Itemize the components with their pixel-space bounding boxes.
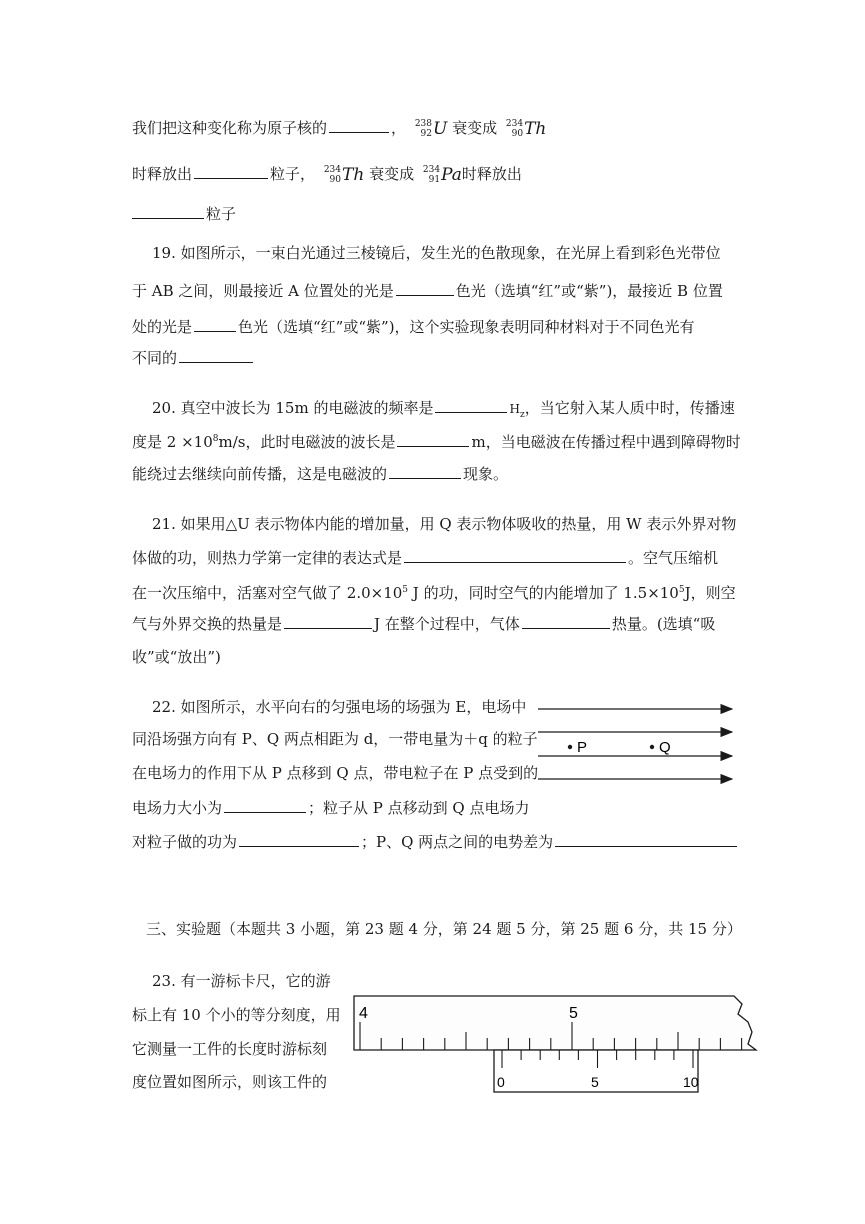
main-scale-label-4: 4 — [359, 1005, 368, 1022]
q20-line-1: 20. 真空中波长为 15m 的电磁波的频率是 $H_z$，当它射入某人质中时，传播速 — [152, 396, 735, 426]
answer-blank[interactable] — [396, 279, 454, 296]
q18-text: 时释放出 — [132, 165, 193, 183]
answer-blank[interactable] — [224, 796, 306, 813]
q20-line-2: 度是 $2 \times 10^8m/s$，此时电磁波的波长是 m，当电磁波在传播过程中遇到障碍物时 — [132, 428, 741, 453]
q21-line-5: 收”或“放出”) — [132, 648, 221, 666]
q22-line-2: 同沿场强方向有 P、Q 两点相距为 d，一带电量为＋q 的粒子 — [132, 730, 538, 748]
q22-line-5: 对粒子做的功为 ；P、Q 两点之间的电势差为 — [132, 830, 739, 853]
q18-line-1 — [132, 116, 546, 140]
answer-blank[interactable] — [239, 830, 359, 847]
q18-line-3 — [132, 202, 236, 225]
q21-line-2: 体做的功，则热力学第一定律的表达式是 。空气压缩机 — [132, 546, 718, 569]
q18-text: 衰变成 — [452, 119, 498, 137]
answer-blank[interactable] — [397, 430, 469, 447]
answer-blank[interactable] — [389, 462, 461, 479]
q20-line-3: 能绕过去继续向前传播，这是电磁波的 现象。 — [132, 462, 508, 485]
answer-blank[interactable] — [132, 202, 204, 219]
q23-line-3: 它测量一工件的长度时游标刻 — [132, 1040, 328, 1058]
answer-blank[interactable] — [522, 612, 610, 629]
q18-text: 衰变成 — [369, 165, 415, 183]
q21-line-1: 21. 如果用△U 表示物体内能的增加量，用 Q 表示物体吸收的热量，用 W 表示外界对物 — [152, 515, 737, 533]
vernier-caliper-diagram — [352, 992, 762, 1096]
q22-line-1: 22. 如图所示，水平向右的匀强电场的场强为 E，电场中 — [152, 698, 527, 716]
point-p-dot — [568, 745, 572, 749]
q22-line-3: 在电场力的作用下从 P 点移到 Q 点，带电粒子在 P 点受到的 — [132, 764, 539, 782]
answer-blank[interactable] — [435, 396, 507, 413]
vernier-label-10: 10 — [683, 1074, 699, 1090]
section-heading: 三、实验题（本题共 3 小题，第 23 题 4 分，第 24 题 5 分，第 25 题 6 分，共 15 分） — [146, 920, 742, 938]
answer-blank[interactable] — [179, 346, 253, 363]
point-q-label: Q — [659, 739, 671, 756]
answer-blank[interactable] — [194, 315, 236, 332]
vernier-label-5: 5 — [591, 1074, 599, 1090]
q23-line-2: 标上有 10 个小的等分刻度，用 — [132, 1006, 341, 1024]
isotope-th234: 234 90 Th — [505, 119, 547, 139]
q18-text: 时释放出 — [461, 165, 522, 183]
isotope-th234: 234 90 Th — [323, 165, 365, 185]
q18-text: 粒子 — [206, 205, 237, 223]
answer-blank[interactable] — [555, 830, 737, 847]
answer-blank[interactable] — [404, 546, 626, 563]
answer-blank[interactable] — [284, 612, 372, 629]
point-q-dot — [650, 745, 654, 749]
isotope-pa234: 234 91 Pa — [422, 165, 462, 185]
q19-line-4: 不同的 — [132, 346, 255, 369]
q18-text: ， — [391, 119, 407, 137]
q19-line-3: 处的光是 色光（选填“红”或“紫”)，这个实验现象表明同种材料对于不同色光有 — [132, 315, 695, 338]
point-p-label: P — [577, 739, 588, 756]
answer-blank[interactable] — [329, 116, 389, 133]
q18-line-2 — [132, 162, 522, 186]
isotope-u238: 238 92 U — [414, 119, 448, 139]
main-scale-label-5: 5 — [569, 1005, 578, 1022]
q21-line-4: 气与外界交换的热量是 J 在整个过程中，气体 热量。(选填“吸 — [132, 612, 715, 635]
q23-line-1: 23. 有一游标卡尺，它的游 — [152, 972, 331, 990]
electric-field-diagram — [536, 700, 740, 786]
answer-blank[interactable] — [194, 162, 268, 179]
q19-line-2: 于 AB 之间，则最接近 A 位置处的光是 色光（选填“红”或“紫”)，最接近 B 位置 — [132, 279, 723, 302]
main-scale-body — [354, 996, 756, 1050]
q22-line-4: 电场力大小为 ；粒子从 P 点移动到 Q 点电场力 — [132, 796, 529, 819]
q23-line-4: 度位置如图所示，则该工件的 — [132, 1073, 328, 1091]
q18-text: 粒子， — [270, 165, 316, 183]
vernier-label-0: 0 — [497, 1074, 505, 1090]
q18-text: 我们把这种变化称为原子核的 — [132, 119, 328, 137]
q19-line-1: 19. 如图所示，一束白光通过三棱镜后，发生光的色散现象，在光屏上看到彩色光带位 — [152, 244, 721, 262]
q21-line-3: 在一次压缩中，活塞对空气做了 $2.0\times 10^5$ J 的功，同时空气的内能增加了 $1.5\times 10^5J$，则空 — [132, 584, 736, 602]
